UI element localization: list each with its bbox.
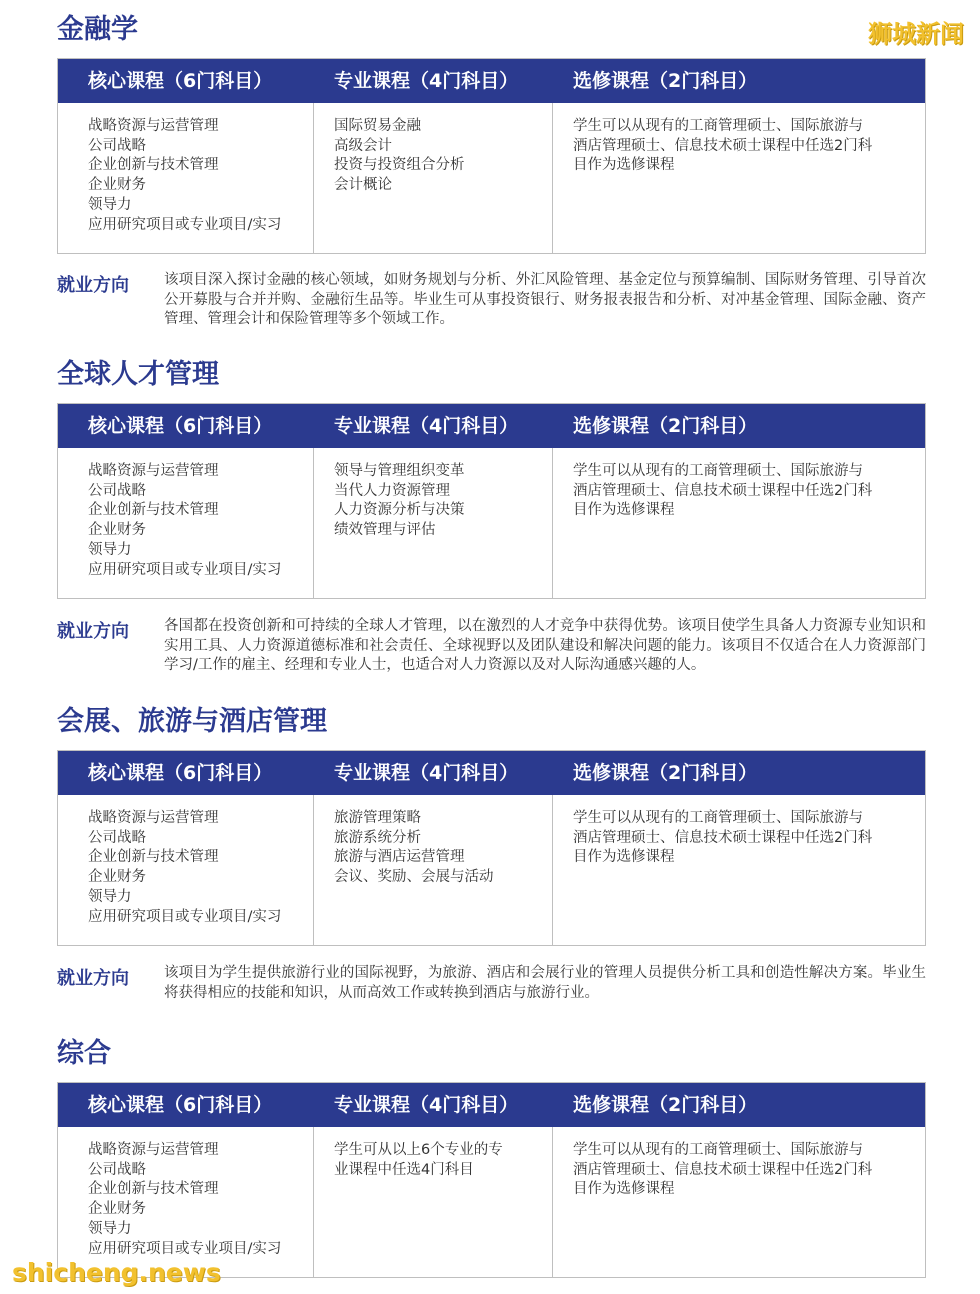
major-courses <box>314 1127 553 1277</box>
elective-line: 学生可以从现有的工商管理硕士、国际旅游与 <box>573 463 863 479</box>
header-elective: 选修课程（2门科目） <box>573 1094 758 1116</box>
header-elective: 选修课程（2门科目） <box>573 415 758 437</box>
table-header <box>58 404 925 448</box>
elective-courses <box>553 1127 925 1277</box>
course-item: 领导力 <box>88 196 132 213</box>
elective-line: 酒店管理硕士、信息技术硕士课程中任选2门科 <box>573 1161 873 1178</box>
course-item: 应用研究项目或专业项目/实习 <box>88 1240 282 1257</box>
course-table <box>57 58 926 254</box>
elective-line: 学生可以从现有的工商管理硕士、国际旅游与 <box>573 118 863 134</box>
table-header <box>58 59 925 103</box>
header-major: 专业课程（4门科目） <box>334 762 519 784</box>
career-label: 就业方向 <box>57 621 129 642</box>
course-item: 国际贸易金融 <box>334 118 421 134</box>
major-courses <box>314 448 553 598</box>
course-item: 战略资源与运营管理 <box>88 463 219 479</box>
course-item: 旅游系统分析 <box>334 829 421 846</box>
section-title: 金融学 <box>57 14 138 45</box>
course-item: 领导力 <box>88 541 132 558</box>
course-item: 战略资源与运营管理 <box>88 1142 219 1158</box>
course-item: 学生可从以上6个专业的专 <box>334 1142 503 1158</box>
course-item: 领导力 <box>88 1220 132 1237</box>
course-item: 企业创新与技术管理 <box>88 849 219 866</box>
elective-line: 酒店管理硕士、信息技术硕士课程中任选2门科 <box>573 482 873 499</box>
course-table <box>57 403 926 599</box>
course-item: 公司战略 <box>88 1161 146 1178</box>
core-courses <box>58 795 314 945</box>
header-core: 核心课程（6门科目） <box>88 70 273 92</box>
course-item: 人力资源分析与决策 <box>334 502 465 519</box>
elective-line: 酒店管理硕士、信息技术硕士课程中任选2门科 <box>573 829 873 846</box>
course-item: 高级会计 <box>334 137 392 154</box>
course-item: 旅游管理策略 <box>334 810 421 826</box>
course-item: 会计概论 <box>334 177 392 194</box>
career-description: 该项目深入探讨金融的核心领域，如财务规划与分析、外汇风险管理、基金定位与预算编制、国际财务管理、引导首次公开募股与合并并购、金融衍生品等。毕业生可从事投资银行、财务报表报告和分析、对冲基金管理、国际金融、资产管理、管理会计和保险管理等多个领域工作。 <box>164 272 926 328</box>
elective-line: 学生可以从现有的工商管理硕士、国际旅游与 <box>573 810 863 826</box>
career-description: 各国都在投资创新和可持续的全球人才管理，以在激烈的人才竞争中获得优势。该项目使学生具备人力资源专业知识和实用工具、人力资源道德标准和社会责任、全球视野以及团队建设和解决问题的能力。该项目不仅适合在人力资源部门学习/工作的雇主、经理和专业人士，也适合对人力资源以及对人际沟通感兴趣的人。 <box>164 618 926 674</box>
elective-line: 学生可以从现有的工商管理硕士、国际旅游与 <box>573 1142 863 1158</box>
course-item: 企业财务 <box>88 522 146 539</box>
career-label: 就业方向 <box>57 275 129 296</box>
major-courses <box>314 103 553 253</box>
elective-line: 酒店管理硕士、信息技术硕士课程中任选2门科 <box>573 137 873 154</box>
course-item: 应用研究项目或专业项目/实习 <box>88 561 282 578</box>
course-item: 企业财务 <box>88 1201 146 1218</box>
header-major: 专业课程（4门科目） <box>334 415 519 437</box>
elective-courses <box>553 448 925 598</box>
course-item: 投资与投资组合分析 <box>334 157 465 174</box>
core-courses <box>58 448 314 598</box>
course-item: 业课程中任选4门科目 <box>334 1161 474 1178</box>
table-body <box>58 795 925 945</box>
header-major: 专业课程（4门科目） <box>334 70 519 92</box>
header-core: 核心课程（6门科目） <box>88 762 273 784</box>
header-core: 核心课程（6门科目） <box>88 415 273 437</box>
course-item: 应用研究项目或专业项目/实习 <box>88 908 282 925</box>
career-label: 就业方向 <box>57 968 129 989</box>
course-item: 战略资源与运营管理 <box>88 118 219 134</box>
table-header <box>58 751 925 795</box>
elective-courses <box>553 103 925 253</box>
course-item: 公司战略 <box>88 482 146 499</box>
major-courses <box>314 795 553 945</box>
course-item: 领导力 <box>88 888 132 905</box>
header-major: 专业课程（4门科目） <box>334 1094 519 1116</box>
course-item: 企业创新与技术管理 <box>88 157 219 174</box>
table-header <box>58 1083 925 1127</box>
table-body <box>58 448 925 598</box>
career-description: 该项目为学生提供旅游行业的国际视野，为旅游、酒店和会展行业的管理人员提供分析工具和创造性解决方案。毕业生将获得相应的技能和知识，从而高效工作或转换到酒店与旅游行业。 <box>164 965 926 1001</box>
table-body <box>58 103 925 253</box>
elective-line: 目作为选修课程 <box>573 157 675 174</box>
core-courses <box>58 103 314 253</box>
elective-line: 目作为选修课程 <box>573 849 675 866</box>
course-item: 会议、奖励、会展与活动 <box>334 869 494 886</box>
course-table <box>57 750 926 946</box>
header-elective: 选修课程（2门科目） <box>573 70 758 92</box>
watermark-logo-bottom: shicheng.news <box>12 1258 221 1287</box>
watermark-logo-top: 狮城新闻 <box>868 20 964 48</box>
course-item: 公司战略 <box>88 829 146 846</box>
course-item: 公司战略 <box>88 137 146 154</box>
course-item: 战略资源与运营管理 <box>88 810 219 826</box>
header-core: 核心课程（6门科目） <box>88 1094 273 1116</box>
table-body <box>58 1127 925 1277</box>
course-item: 旅游与酒店运营管理 <box>334 849 465 866</box>
course-item: 企业财务 <box>88 869 146 886</box>
course-item: 企业创新与技术管理 <box>88 1181 219 1198</box>
section-title: 全球人才管理 <box>57 359 219 390</box>
core-courses <box>58 1127 314 1277</box>
header-elective: 选修课程（2门科目） <box>573 762 758 784</box>
course-item: 企业财务 <box>88 177 146 194</box>
section-title: 综合 <box>57 1038 111 1069</box>
course-item: 企业创新与技术管理 <box>88 502 219 519</box>
elective-line: 目作为选修课程 <box>573 502 675 519</box>
course-table <box>57 1082 926 1278</box>
course-item: 当代人力资源管理 <box>334 482 450 499</box>
section-title: 会展、旅游与酒店管理 <box>57 706 327 737</box>
course-item: 绩效管理与评估 <box>334 522 436 539</box>
course-item: 领导与管理组织变革 <box>334 463 465 479</box>
elective-courses <box>553 795 925 945</box>
course-item: 应用研究项目或专业项目/实习 <box>88 216 282 233</box>
elective-line: 目作为选修课程 <box>573 1181 675 1198</box>
